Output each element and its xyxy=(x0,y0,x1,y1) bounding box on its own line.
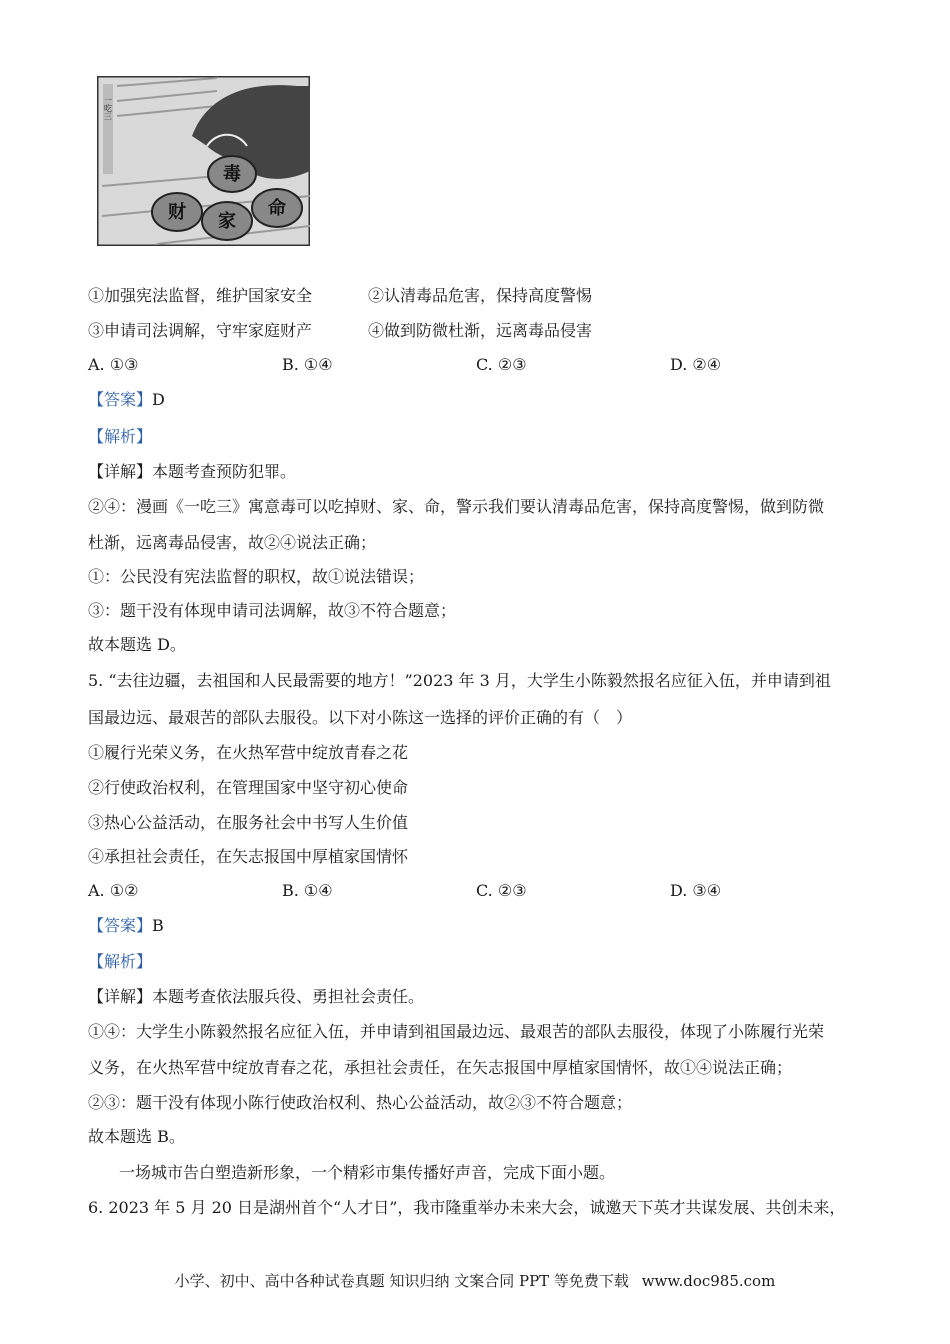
answer-tag: 【答案】 xyxy=(88,390,153,409)
q5-detail-2: ①④：大学生小陈毅然报名应征入伍，并申请到祖国最边远、最艰苦的部队去服役，体现了小陈履行光荣 xyxy=(88,1022,825,1041)
q4-detail-3: 杜渐，远离毒品侵害，故②④说法正确； xyxy=(88,533,377,552)
q4-choice-d: D. ②④ xyxy=(670,355,722,374)
q5-choice-d: D. ③④ xyxy=(670,881,722,900)
detail-tag: 【详解】 xyxy=(88,987,153,1006)
detail-text: 本题考查预防犯罪。 xyxy=(152,462,297,481)
q4-detail-2: ②④：漫画《一吃三》寓意毒可以吃掉财、家、命，警示我们要认清毒品危害，保持高度警惕，做到防微 xyxy=(88,497,825,516)
piece-ming: 命 xyxy=(268,198,286,219)
q4-option-3: ③申请司法调解，守牢家庭财产 xyxy=(88,321,313,340)
q4-detail-6: 故本题选 D。 xyxy=(88,635,186,654)
q4-answer xyxy=(88,390,165,410)
q5-detail-5: 故本题选 B。 xyxy=(88,1127,185,1146)
q5-stem-1: 5. “去往边疆，去祖国和人民最需要的地方！”2023 年 3 月，大学生小陈毅然报名应征入伍，并申请到祖 xyxy=(88,671,831,690)
q5-option-1: ①履行光荣义务，在火热军营中绽放青春之花 xyxy=(88,743,409,762)
q4-choice-a: A. ①③ xyxy=(88,355,139,374)
footer-url[interactable]: www.doc985.com xyxy=(641,1272,776,1290)
q4-detail-4: ①：公民没有宪法监督的职权，故①说法错误； xyxy=(88,567,425,586)
q5-detail-3: 义务，在火热军营中绽放青春之花，承担社会责任，在矢志报国中厚植家国情怀，故①④说法正确； xyxy=(88,1058,793,1077)
q4-detail-5: ③：题干没有体现申请司法调解，故③不符合题意； xyxy=(88,601,457,620)
q5-option-3: ③热心公益活动，在服务社会中书写人生价值 xyxy=(88,813,409,832)
q5-option-2: ②行使政治权利，在管理国家中坚守初心使命 xyxy=(88,778,409,797)
q5-choice-c: C. ②③ xyxy=(476,881,527,900)
q6-stem-1: 6. 2023 年 5 月 20 日是湖州首个“人才日”，我市隆重举办未来大会，诚邀天下英才共谋发展、共创未来， xyxy=(88,1198,846,1217)
q5-option-4: ④承担社会责任，在矢志报国中厚植家国情怀 xyxy=(88,847,409,866)
page-footer xyxy=(0,1270,950,1291)
answer-value: D xyxy=(152,390,165,409)
piece-cai: 财 xyxy=(168,202,186,223)
q4-choice-b: B. ①④ xyxy=(282,355,333,374)
piece-jia: 家 xyxy=(218,211,236,232)
q6-intro: 一场城市告白塑造新形象，一个精彩市集传播好声音，完成下面小题。 xyxy=(119,1163,616,1182)
cartoon-illustration xyxy=(97,76,310,246)
footer-text: 小学、初中、高中各种试卷真题 知识归纳 文案合同 PPT 等免费下载 xyxy=(174,1272,629,1290)
detail-text: 本题考查依法服兵役、勇担社会责任。 xyxy=(152,987,425,1006)
q5-stem-2: 国最边远、最艰苦的部队去服役。以下对小陈这一选择的评价正确的有（ ） xyxy=(88,708,633,727)
answer-tag: 【答案】 xyxy=(88,916,153,935)
piece-du: 毒 xyxy=(223,164,241,185)
q4-analysis-tag: 【解析】 xyxy=(88,427,153,446)
q5-choice-b: B. ①④ xyxy=(282,881,333,900)
q5-detail-4: ②③：题干没有体现小陈行使政治权利、热心公益活动，故②③不符合题意； xyxy=(88,1093,633,1112)
q4-choice-c: C. ②③ xyxy=(476,355,527,374)
q5-choice-a: A. ①② xyxy=(88,881,139,900)
q4-detail-1 xyxy=(88,462,296,482)
answer-value: B xyxy=(152,916,164,935)
cartoon-side-text: 一吃三 xyxy=(103,96,113,120)
detail-tag: 【详解】 xyxy=(88,462,153,481)
q5-detail-1 xyxy=(88,987,424,1007)
q4-option-1: ①加强宪法监督，维护国家安全 xyxy=(88,286,313,305)
q4-option-2: ②认清毒品危害，保持高度警惕 xyxy=(368,286,593,305)
q5-analysis-tag: 【解析】 xyxy=(88,952,153,971)
q5-answer xyxy=(88,916,164,936)
q4-option-4: ④做到防微杜渐，远离毒品侵害 xyxy=(368,321,593,340)
